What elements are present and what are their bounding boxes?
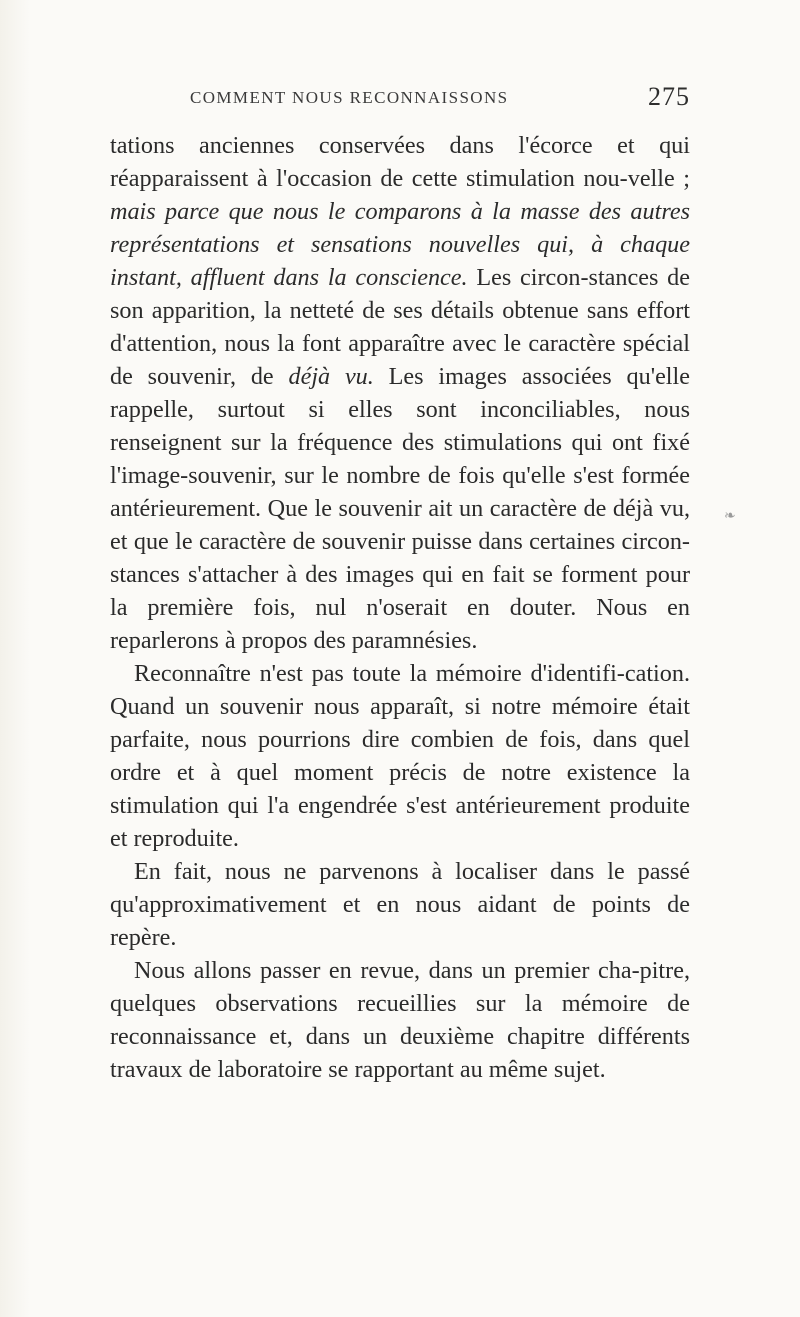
paragraph-1-italic-clause: mais parce que nous le comparons à la masse des autres représentations et sensations nouvelles qui, à chaque instant, affluent dans la conscience. [110, 198, 690, 291]
paragraph-1-line-3: velle ; [627, 165, 690, 192]
paragraph-1-continuation: Les circon-stances de son apparition, la netteté de ses détails obtenue sans effort d'attention, nous la font apparaître avec le caractère spécial de souvenir, de [110, 264, 690, 390]
page-edge-shade [0, 0, 30, 1317]
paragraph-1-line-2: réapparaissent à l'occasion de cette stimulation nou- [110, 165, 628, 192]
paragraph-1-italic-deja-vu: déjà vu. [288, 363, 374, 390]
running-title: COMMENT NOUS RECONNAISSONS [190, 88, 509, 107]
page-header [110, 84, 690, 114]
body-text [110, 129, 690, 1086]
page-number: 275 [648, 82, 690, 111]
margin-mark: ❧ [724, 509, 736, 524]
paragraph-1 [110, 129, 690, 657]
paragraph-1-line-1: tations anciennes conservées dans l'écorce et qui [110, 132, 690, 159]
paragraph-1-end: Les images associées qu'elle rappelle, surtout si elles sont inconciliables, nous renseignent sur la fréquence des stimulations qui ont fixé l'image-souvenir, sur le nombre de fois qu'elle s'est formée antérieurement. Que le souvenir ait un caractère de déjà vu, et que le caractère de souvenir puisse dans certaines circon-stances s'attacher à des images qui en fait se forment pour la première fois, nul n'oserait en douter. Nous en reparlerons à propos des paramnésies. [110, 363, 690, 654]
paragraph-3: En fait, nous ne parvenons à localiser dans le passé qu'approximativement et en nous aidant de points de repère. [110, 858, 690, 951]
paragraph-2: Reconnaître n'est pas toute la mémoire d'identifi-cation. Quand un souvenir nous apparaît, si notre mémoire était parfaite, nous pourrions dire combien de fois, dans quel ordre et à quel moment précis de notre existence la stimulation qui l'a engendrée s'est antérieurement produite et reproduite. [110, 660, 690, 852]
paragraph-4: Nous allons passer en revue, dans un premier cha-pitre, quelques observations recueillies sur la mémoire de reconnaissance et, dans un deuxième chapitre différents travaux de laboratoire se rapportant au même sujet. [110, 957, 690, 1083]
